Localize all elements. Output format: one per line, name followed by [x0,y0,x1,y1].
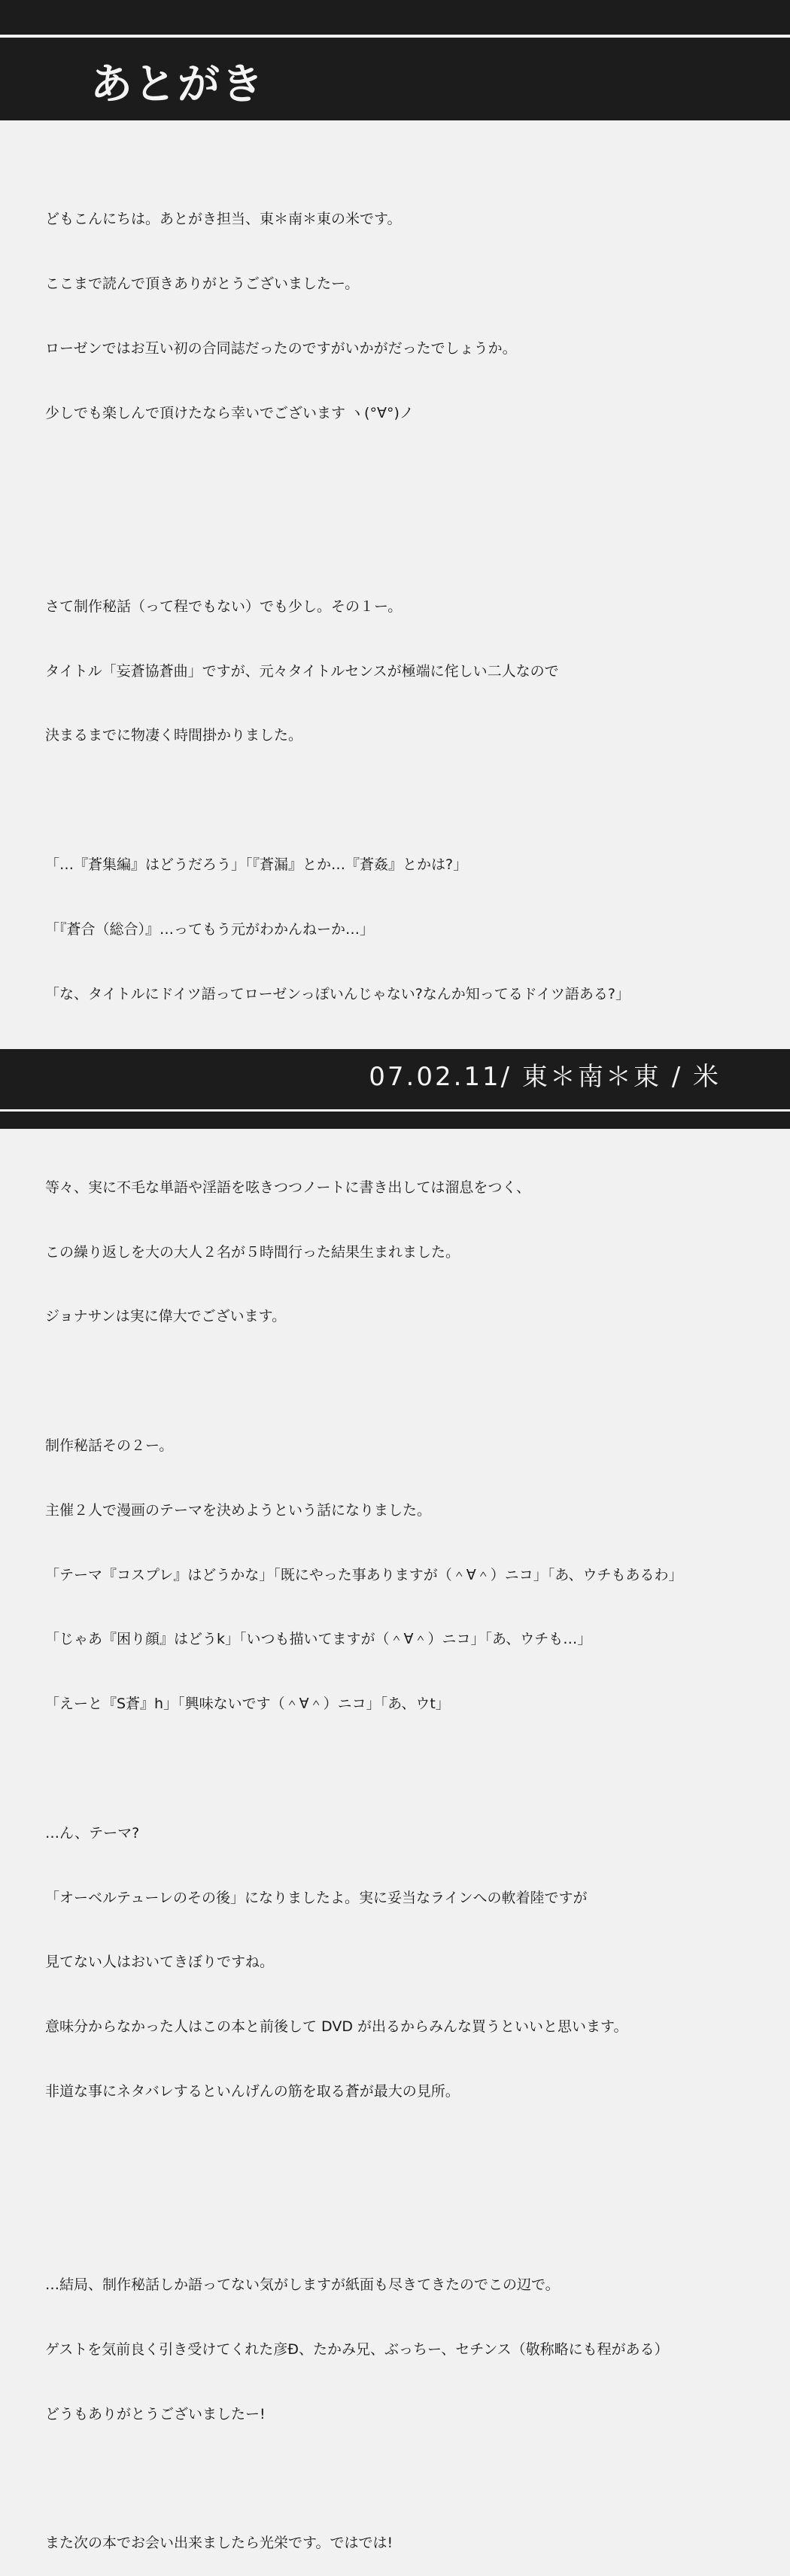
body-line: ゲストを気前良く引き受けてくれた彦Ð、たかみ兄、ぶっちー、セチンス（敬称略にも程がある） [45,2340,669,2358]
body-line: さて制作秘話（って程でもない）でも少し。その１ー。 [45,598,403,615]
body-line [45,1370,752,1392]
body-line: 主催２人で漫画のテーマを決めようという話になりました。 [45,1501,432,1519]
body-line: また次の本でお会い出来ましたら光栄です。ではでは! [45,2535,393,2552]
body-line: 等々、実に不毛な単語や淫語を呟きつつノートに書き出しては溜息をつく、 [45,1179,531,1196]
afterword-body [45,166,752,2576]
body-line: 決まるまでに物凄く時間掛かりました。 [45,727,303,744]
body-line [45,2146,752,2167]
body-line: …ん、テーマ? [45,1824,140,1842]
body-line: 制作秘話その２ー。 [45,1437,174,1455]
header-rule [0,35,790,38]
body-line: どもこんにちは。あとがき担当、東＊南＊東の米です。 [45,211,402,228]
signature-date: 07.02.11/ 東＊南＊東 / 米 [369,1062,721,1092]
body-line: どうもありがとうございましたー! [45,2405,266,2422]
body-line [45,2210,752,2231]
body-line: ローゼンではお互い初の合同誌だったのですがいかがだったでしょうか。 [45,339,517,357]
body-line: 少しでも楽しんで頂けたなら幸いでございます ヽ(°∀°)ノ [45,404,414,421]
body-line: タイトル「妄蒼協蒼曲」ですが、元々タイトルセンスが極端に侘しい二人なので [45,662,559,680]
body-line: 見てない人はおいてきぼりですね。 [45,1954,275,1971]
body-line: 非道な事にネタバレするといんげんの筋を取る蒼が最大の見所。 [45,2082,460,2100]
footer-rule [0,1109,790,1112]
body-line: 意味分からなかった人はこの本と前後して DVD が出るからみんな買うといいと思います。 [45,2018,628,2036]
body-line: ここまで読んで頂きありがとうございましたー。 [45,275,360,292]
body-line [45,467,752,488]
body-line: …結局、制作秘話しか語ってない気がしますが紙面も尽きてきたのでこの辺で。 [45,2276,560,2294]
body-line: 「『蒼合（総合）』…ってもう元がわかんねーか…」 [45,920,375,938]
body-line [45,531,752,553]
body-line [45,1758,752,1780]
body-line: この繰り返しを大の大人２名が５時間行った結果生まれました。 [45,1243,460,1261]
body-line [45,2468,752,2490]
body-line: 「じゃあ『困り顔』はどうk」「いつも描いてますが（＾∀＾）ニコ」「あ、ウチも…」 [45,1631,592,1648]
body-line: 「な、タイトルにドイツ語ってローゼンっぽいんじゃない?なんか知ってるドイツ語ある?」 [45,985,630,1002]
body-line: 「テーマ『コスプレ』はどうかな」「既にやった事ありますが（＾∀＾）ニコ」「あ、ウチもあるわ」 [45,1566,683,1583]
body-line: ジョナサンは実に偉大でございます。 [45,1308,287,1325]
body-line: 「オーベルテューレのその後」になりましたよ。実に妥当なラインへの軟着陸ですが [45,1889,588,1906]
body-line: 「…『蒼集編』はどうだろう」「『蒼漏』とか…『蒼姦』とかは?」 [45,856,468,873]
body-line: 「えーと『S蒼』h」「興味ないです（＾∀＾）ニコ」「あ、ウt」 [45,1696,450,1713]
page-title: あとがき [90,60,265,109]
body-line [45,789,752,811]
